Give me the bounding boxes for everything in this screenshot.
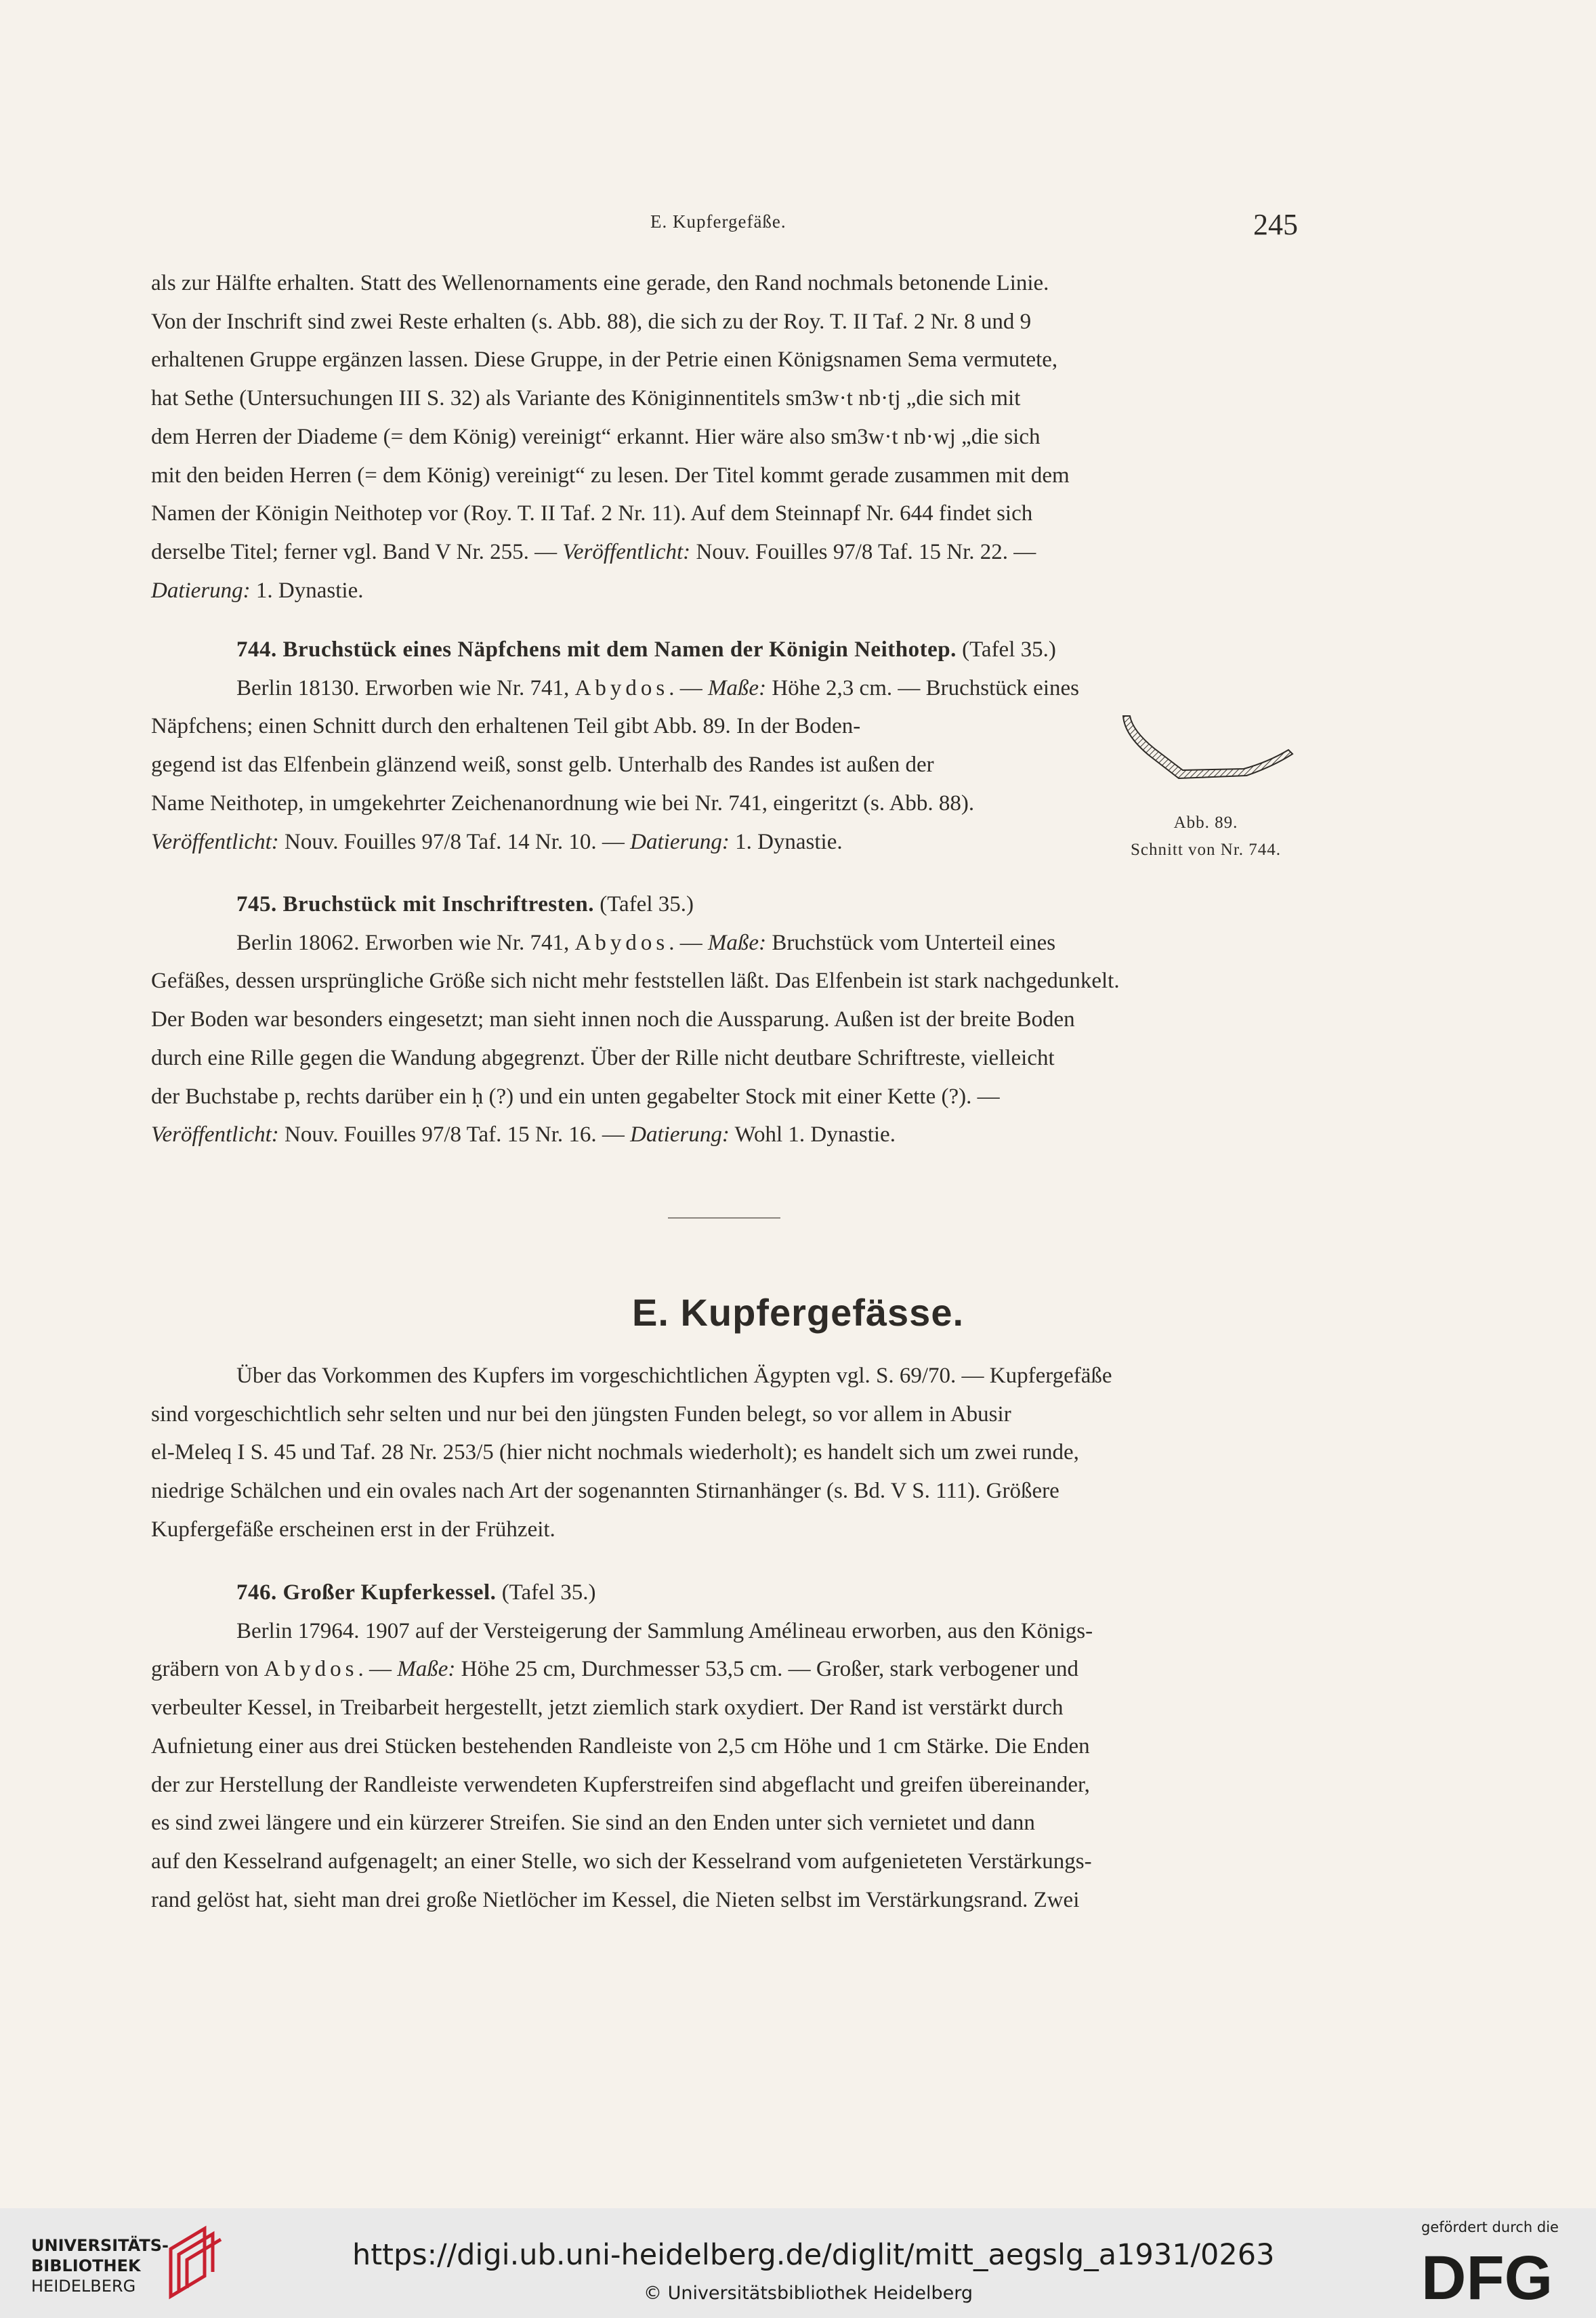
figure-caption: [1097, 809, 1314, 864]
place-name: Abydos: [574, 930, 669, 955]
library-logo[interactable]: [31, 2235, 167, 2296]
running-head: E. Kupfergefäße.: [650, 211, 786, 232]
text-line: Gefäßes, dessen ursprüngliche Größe sich nicht mehr feststellen läßt. Das Elfenbein ist stark nachgedunkelt.: [151, 969, 1120, 994]
text-fragment: Berlin 18062. Erworben wie Nr. 741,: [236, 930, 575, 955]
viewer-footer: [0, 2208, 1596, 2318]
measure-label: Maße:: [707, 675, 767, 700]
text-line: Kupfergefäße erscheinen erst in der Frühzeit.: [151, 1517, 555, 1542]
funding-label: gefördert durch die: [1421, 2219, 1559, 2235]
text-line: [151, 1650, 1303, 1689]
copyright-notice: © Universitätsbibliothek Heidelberg: [644, 2283, 973, 2304]
text-fragment: Höhe 2,3 cm. — Bruchstück eines: [766, 675, 1079, 700]
publication-text: Nouv. Fouilles 97/8 Taf. 15 Nr. 16. —: [278, 1122, 631, 1147]
text-line: hat Sethe (Untersuchungen III S. 32) als Variante des Königinnentitels sm3w·t nb·tj „die sich mit: [151, 386, 1021, 411]
dfg-logo-text: DFG: [1421, 2246, 1553, 2304]
text-line: auf den Kesselrand aufgenagelt; an einer Stelle, wo sich der Kesselrand vom aufgenieteten Verstärkungs-: [151, 1849, 1092, 1874]
continued-paragraph: [151, 264, 1303, 610]
dating-label: Datierung:: [151, 578, 251, 603]
entry-heading: 745. Bruchstück mit Inschriftresten.: [236, 892, 594, 916]
catalog-entry-746: [151, 1574, 1303, 1919]
plate-reference: (Tafel 35.): [496, 1580, 596, 1605]
publication-label: Veröffentlicht:: [151, 829, 279, 854]
text-line: verbeulter Kessel, in Treibarbeit hergestellt, jetzt ziemlich stark oxydiert. Der Rand ist verstärkt durch: [151, 1695, 1064, 1721]
text-line: mit den beiden Herren (= dem König) vereinigt“ zu lesen. Der Titel kommt gerade zusammen mit dem: [151, 463, 1070, 488]
text-line: [151, 1116, 1303, 1154]
text-line: sind vorgeschichtlich sehr selten und nur bei den jüngsten Funden belegt, so vor allem in Abusir: [151, 1402, 1011, 1427]
text-fragment: Berlin 18130. Erworben wie Nr. 741,: [236, 675, 575, 700]
text-line: durch eine Rille gegen die Wandung abgegrenzt. Über der Rille nicht deutbare Schriftreste, vielleicht: [151, 1045, 1055, 1070]
text-line: Berlin 17964. 1907 auf der Versteigerung der Sammlung Amélineau erworben, aus den Königs-: [236, 1618, 1093, 1643]
section-intro-paragraph: [151, 1357, 1303, 1549]
dating-text: Wohl 1. Dynastie.: [729, 1122, 896, 1147]
text-line: erhaltenen Gruppe ergänzen lassen. Diese Gruppe, in der Petrie einen Königsnamen Sema vermutete,: [151, 347, 1058, 373]
text-line: rand gelöst hat, sieht man drei große Nietlöcher im Kessel, die Nieten selbst im Verstärkungsrand. Zwei: [151, 1887, 1080, 1912]
publication-text: Nouv. Fouilles 97/8 Taf. 14 Nr. 10. —: [278, 829, 631, 854]
text-line: [151, 572, 1303, 610]
text-line: Aufnietung einer aus drei Stücken bestehenden Randleiste von 2,5 cm Höhe und 1 cm Stärke. Die Enden: [151, 1733, 1090, 1758]
text-fragment: . —: [358, 1657, 398, 1682]
place-name: Abydos: [574, 675, 669, 700]
figure-caption-text: Schnitt von Nr. 744.: [1130, 841, 1282, 859]
section-separator: [668, 1217, 780, 1219]
entry-heading-line: [151, 1574, 1303, 1612]
dating-label: Datierung:: [630, 1122, 730, 1147]
text-fragment: . —: [669, 930, 708, 955]
section-title: E. Kupfergefässe.: [631, 1291, 965, 1334]
text-fragment: Höhe 25 cm, Durchmesser 53,5 cm. — Großer, stark verbogener und: [455, 1657, 1079, 1682]
text-line: [151, 823, 1079, 862]
library-emblem-icon: [157, 2222, 225, 2303]
measure-label: Maße:: [397, 1657, 456, 1682]
text-line: Namen der Königin Neithotep vor (Roy. T. II Taf. 2 Nr. 11). Auf dem Steinnapf Nr. 644 findet sich: [151, 501, 1033, 526]
text-line: [151, 533, 1303, 572]
text-line: Der Boden war besonders eingesetzt; man sieht innen noch die Aussparung. Außen ist der breite Boden: [151, 1007, 1075, 1032]
entry-heading: 744. Bruchstück eines Näpfchens mit dem Namen der Königin Neithotep.: [236, 637, 957, 662]
text-line: [151, 669, 1303, 708]
document-url-link[interactable]: https://digi.ub.uni-heidelberg.de/diglit/mitt_aegslg_a1931/0263: [352, 2238, 1275, 2272]
text-line: der Buchstabe p, rechts darüber ein ḥ (?) und ein unten gegabelter Stock mit einer Kette (?). —: [151, 1084, 1000, 1109]
text-line: dem Herren der Diademe (= dem König) vereinigt“ erkannt. Hier wäre also sm3w·t nb·wj „die sich: [151, 424, 1041, 449]
text-line: der zur Herstellung der Randleiste verwendeten Kupferstreifen sind abgeflacht und greifen übereinander,: [151, 1772, 1090, 1797]
library-name-line: HEIDELBERG: [31, 2277, 136, 2296]
plate-reference: (Tafel 35.): [593, 892, 694, 916]
dating-text: 1. Dynastie.: [729, 829, 843, 854]
text-fragment: Bruchstück vom Unterteil eines: [766, 930, 1056, 955]
place-name: Abydos: [264, 1657, 358, 1682]
text-fragment: . —: [669, 675, 708, 700]
text-line: als zur Hälfte erhalten. Statt des Wellenornaments eine gerade, den Rand nochmals betonende Linie.: [151, 271, 1049, 295]
measure-label: Maße:: [707, 930, 767, 955]
text-line: gegend ist das Elfenbein glänzend weiß, sonst gelb. Unterhalb des Randes ist außen der: [151, 753, 934, 778]
text-line: es sind zwei längere und ein kürzerer Streifen. Sie sind an den Enden unter sich vernietet und dann: [151, 1811, 1035, 1836]
text-line: Über das Vorkommen des Kupfers im vorgeschichtlichen Ägypten vgl. S. 69/70. — Kupfergefäße: [236, 1364, 1112, 1388]
vessel-section-shape: [1123, 716, 1293, 778]
text-line: Von der Inschrift sind zwei Reste erhalten (s. Abb. 88), die sich zu der Roy. T. II Taf. 2 Nr. 8 und 9: [151, 309, 1032, 334]
publication-label: Veröffentlicht:: [151, 1122, 279, 1147]
text-line: el-Meleq I S. 45 und Taf. 28 Nr. 253/5 (hier nicht nochmals wiederholt); es handelt sich um zwei runde,: [151, 1440, 1079, 1465]
text-fragment: derselbe Titel; ferner vgl. Band V Nr. 255. —: [151, 539, 563, 564]
dfg-logo[interactable]: [1419, 2246, 1574, 2304]
publication-label: Veröffentlicht:: [562, 539, 691, 564]
dating-text: 1. Dynastie.: [250, 578, 364, 603]
plate-reference: (Tafel 35.): [956, 637, 1056, 662]
figure-label: Abb. 89.: [1173, 814, 1238, 832]
text-line: Näpfchens; einen Schnitt durch den erhaltenen Teil gibt Abb. 89. In der Boden-: [151, 714, 861, 739]
publication-text: Nouv. Fouilles 97/8 Taf. 15 Nr. 22. —: [690, 539, 1036, 564]
text-line: [151, 924, 1303, 963]
dating-label: Datierung:: [630, 829, 730, 854]
entry-heading-line: [151, 631, 1303, 669]
text-fragment: gräbern von: [151, 1657, 264, 1682]
library-name-line: UNIVERSITÄTS-: [31, 2236, 169, 2255]
entry-heading: 746. Großer Kupferkessel.: [236, 1580, 497, 1605]
page-number: 245: [1253, 208, 1298, 241]
library-name-line: BIBLIOTHEK: [31, 2256, 141, 2275]
text-line: niedrige Schälchen und ein ovales nach Art der sogenannten Stirnanhänger (s. Bd. V S. 111). Größere: [151, 1479, 1059, 1504]
catalog-entry-745: [151, 885, 1303, 1154]
text-line: Name Neithotep, in umgekehrter Zeichenanordnung wie bei Nr. 741, eingeritzt (s. Abb. 88).: [151, 791, 975, 816]
entry-heading-line: [151, 885, 1303, 924]
